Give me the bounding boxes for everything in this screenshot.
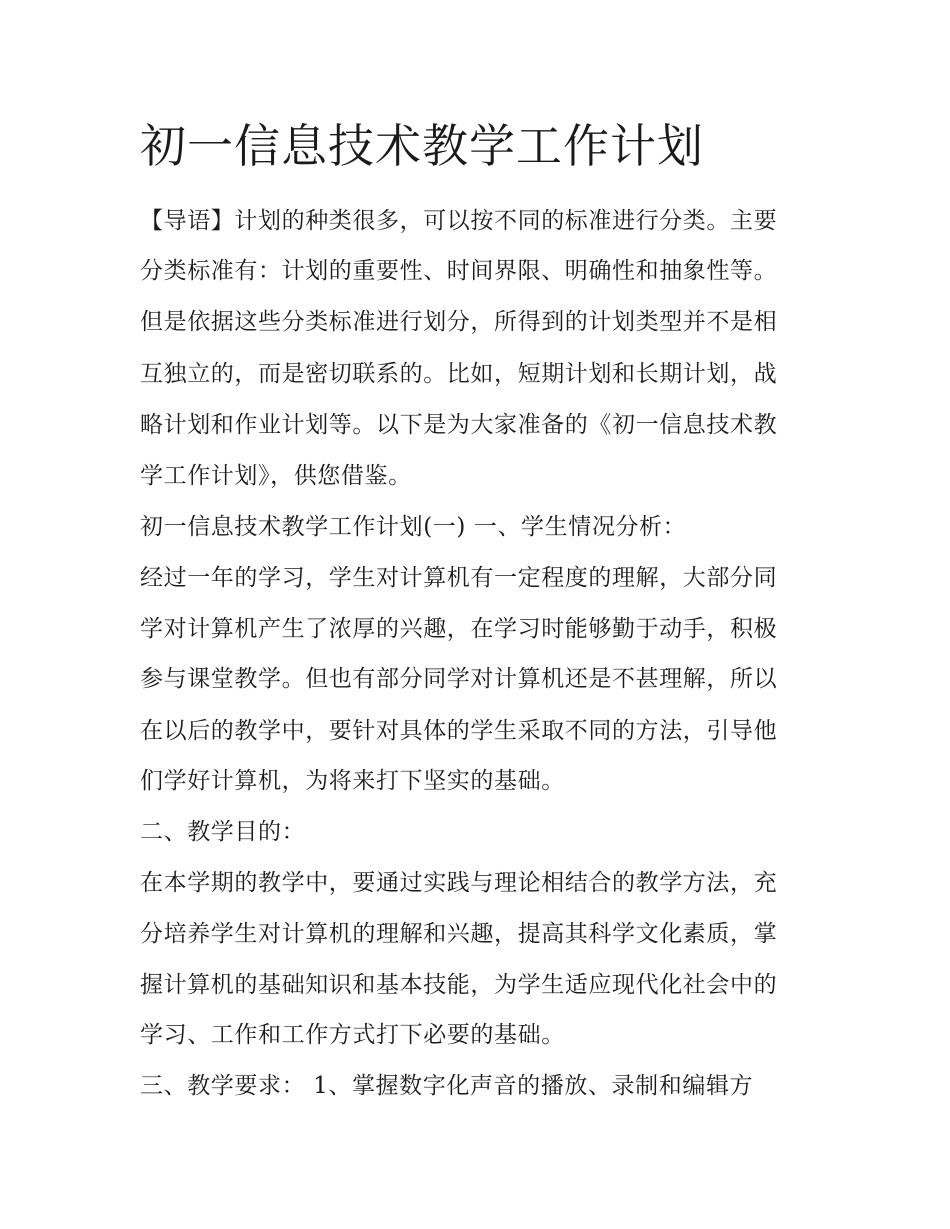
text-line: 在本学期的教学中，要通过实践与理论相结合的教学方法，充 (140, 870, 778, 896)
section-heading: 三、教学要求： 1、掌握数字化声音的播放、录制和编辑方 (140, 1073, 754, 1099)
text-line: 参与课堂教学。但也有部分同学对计算机还是不甚理解，所以 (140, 666, 778, 692)
text-line: 握计算机的基础知识和基本技能，为学生适应现代化社会中的 (140, 972, 778, 998)
text-line: 学对计算机产生了浓厚的兴趣，在学习时能够勤于动手，积极 (140, 616, 778, 642)
text-line: 在以后的教学中，要针对具体的学生采取不同的方法，引导他 (140, 718, 778, 744)
text-line: 经过一年的学习，学生对计算机有一定程度的理解，大部分同 (140, 565, 778, 591)
document-title: 初一信息技术教学工作计划 (140, 119, 704, 173)
text-line: 互独立的，而是密切联系的。比如，短期计划和长期计划，战 (140, 361, 778, 387)
text-line: 们学好计算机，为将来打下坚实的基础。 (140, 768, 565, 794)
section-heading: 二、教学目的： (140, 819, 306, 845)
text-line: 【导语】计划的种类很多，可以按不同的标准进行分类。主要 (140, 208, 778, 234)
text-line: 分类标准有：计划的重要性、时间界限、明确性和抽象性等。 (140, 258, 778, 284)
section-heading: 初一信息技术教学工作计划(一) 一、学生情况分析： (140, 514, 687, 540)
text-line: 学习、工作和工作方式打下必要的基础。 (140, 1022, 565, 1048)
text-line: 但是依据这些分类标准进行划分，所得到的计划类型并不是相 (140, 309, 778, 335)
text-line: 学工作计划》，供您借鉴。 (140, 463, 412, 489)
text-line: 分培养学生对计算机的理解和兴趣，提高其科学文化素质，掌 (140, 921, 778, 947)
text-line: 略计划和作业计划等。以下是为大家准备的《初一信息技术教 (140, 412, 778, 438)
